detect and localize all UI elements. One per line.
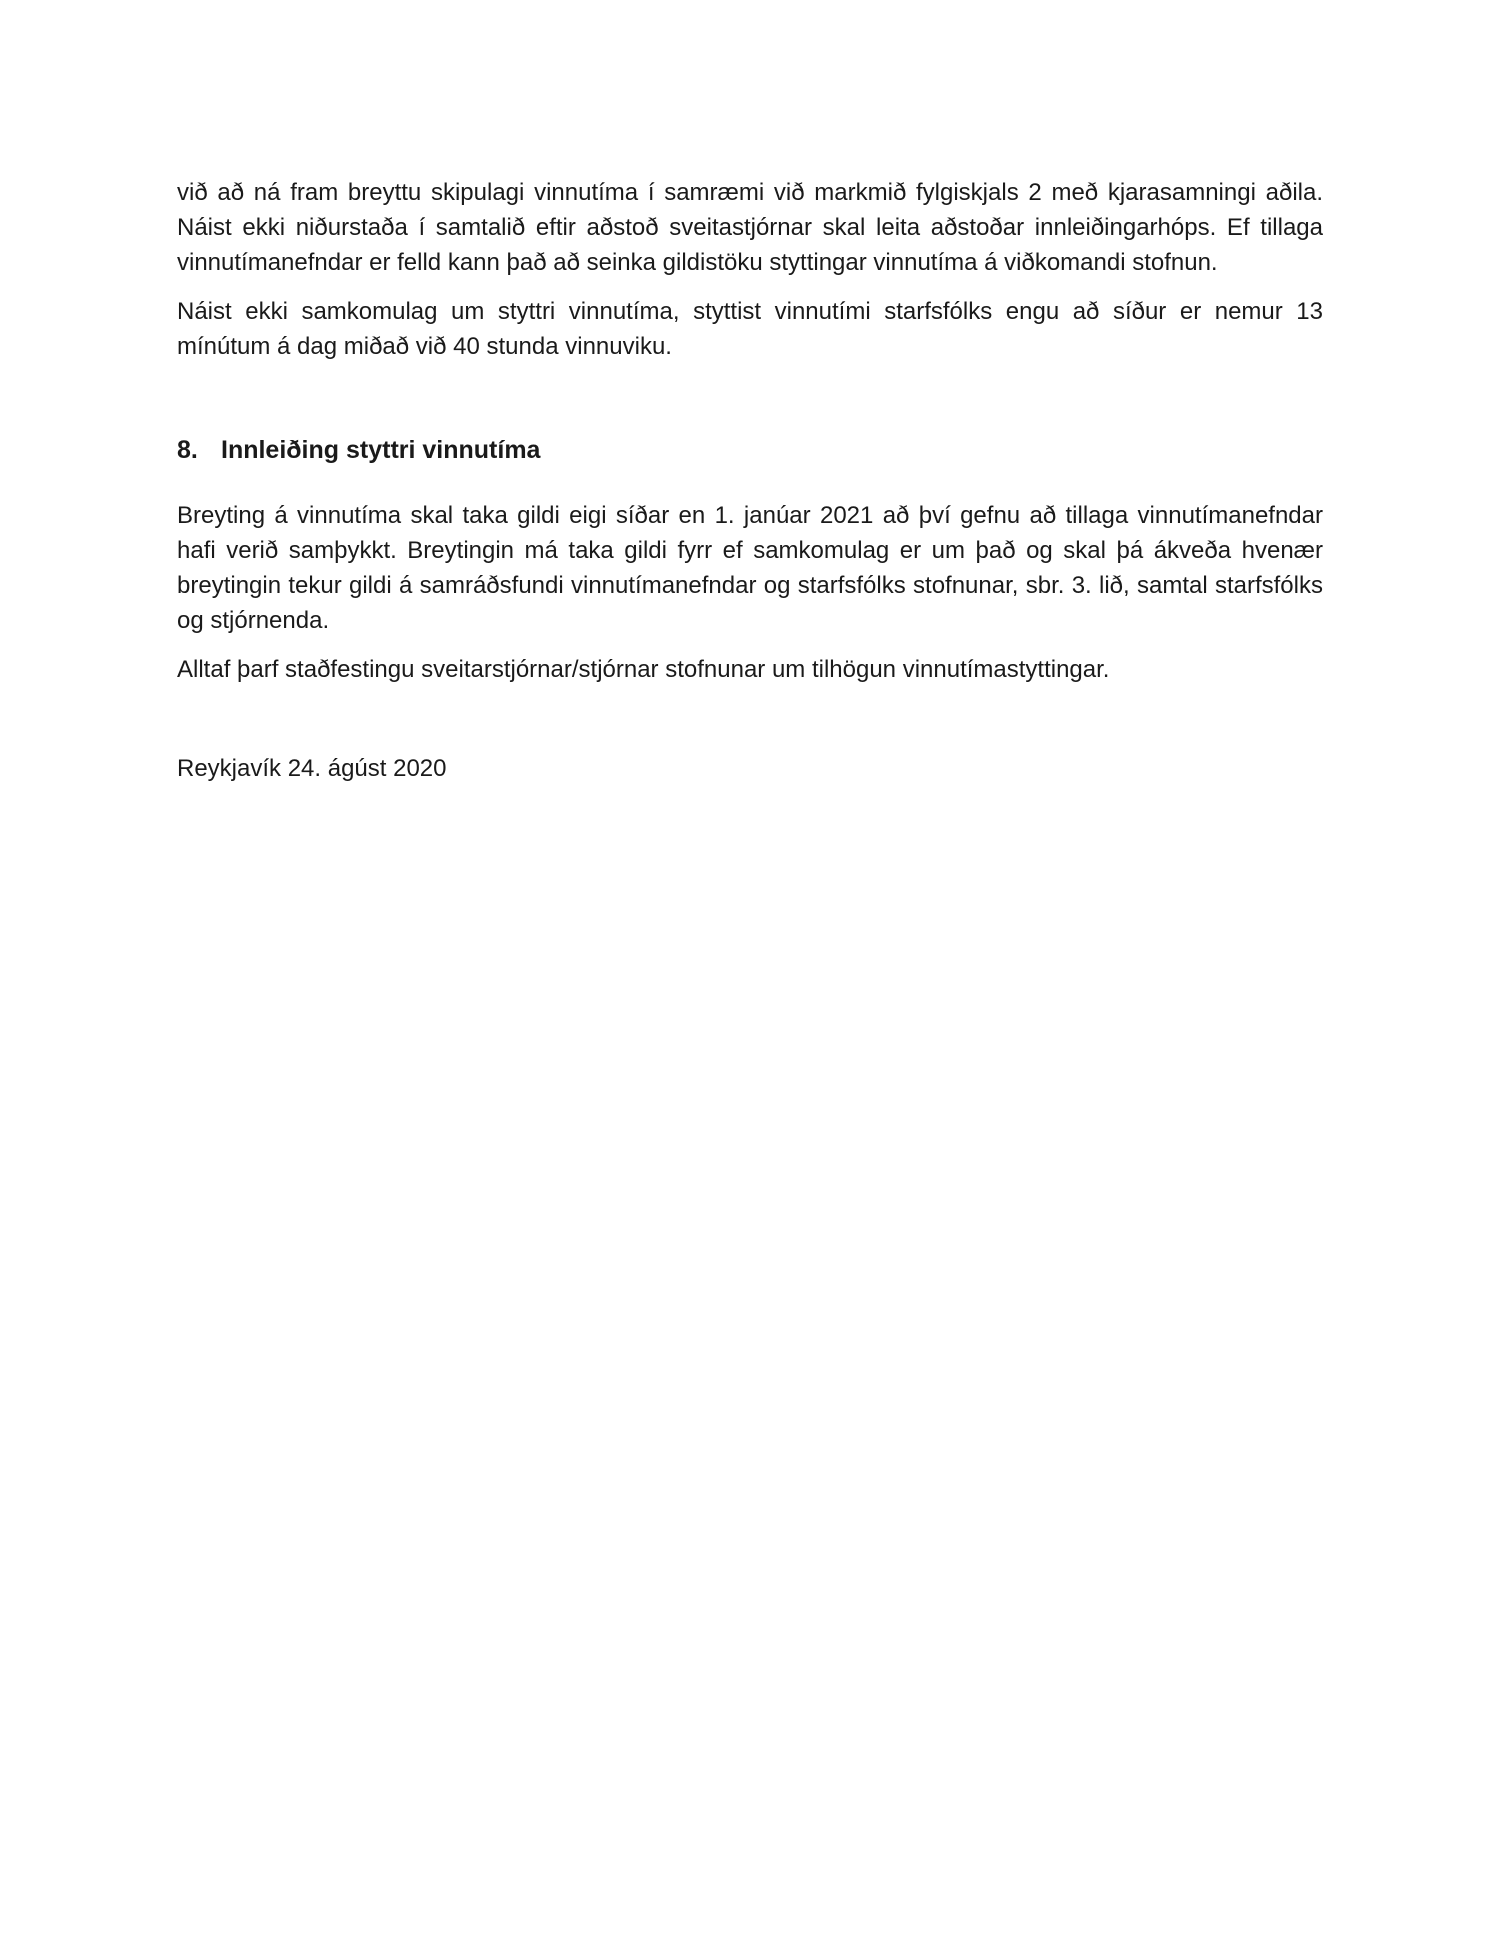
paragraph-no-agreement: Náist ekki samkomulag um styttri vinnutíma, styttist vinnutími starfsfólks engu að síður er nemur 13 mínútum á dag miðað við 40 stunda vinnuviku.: [177, 298, 1323, 360]
document-body: [177, 175, 1323, 810]
section-number: 8.: [177, 436, 198, 464]
paragraph-effective-date: Breyting á vinnutíma skal taka gildi eigi síðar en 1. janúar 2021 að því gefnu að tillaga vinnutímanefndar hafi verið samþykkt. Breytingin má taka gildi fyrr ef samkomulag er um það og skal þá ákveða hvenær breytingin tekur gildi á samráðsfundi vinnutímanefndar og starfsfólks stofnunar, sbr. 3. lið, samtal starfsfólks og stjórnenda.: [177, 502, 1323, 634]
section-title: Innleiðing styttri vinnutíma: [221, 436, 541, 464]
paragraph-workschedule-continuation: við að ná fram breyttu skipulagi vinnutíma í samræmi við markmið fylgiskjals 2 með kjarasamningi aðila. Náist ekki niðurstaða í samtalið eftir aðstoð sveitastjórnar skal leita aðstoðar innleiðingarhóps. Ef tillaga vinnutímanefndar er felld kann það að seinka gildistöku styttingar vinnutíma á viðkomandi stofnun.: [177, 179, 1323, 276]
paragraph-confirmation: Alltaf þarf staðfestingu sveitarstjórnar/stjórnar stofnunar um tilhögun vinnutímastyttingar.: [177, 656, 1110, 683]
section-heading: [177, 432, 1323, 468]
signoff-place-date: Reykjavík 24. ágúst 2020: [177, 755, 447, 782]
